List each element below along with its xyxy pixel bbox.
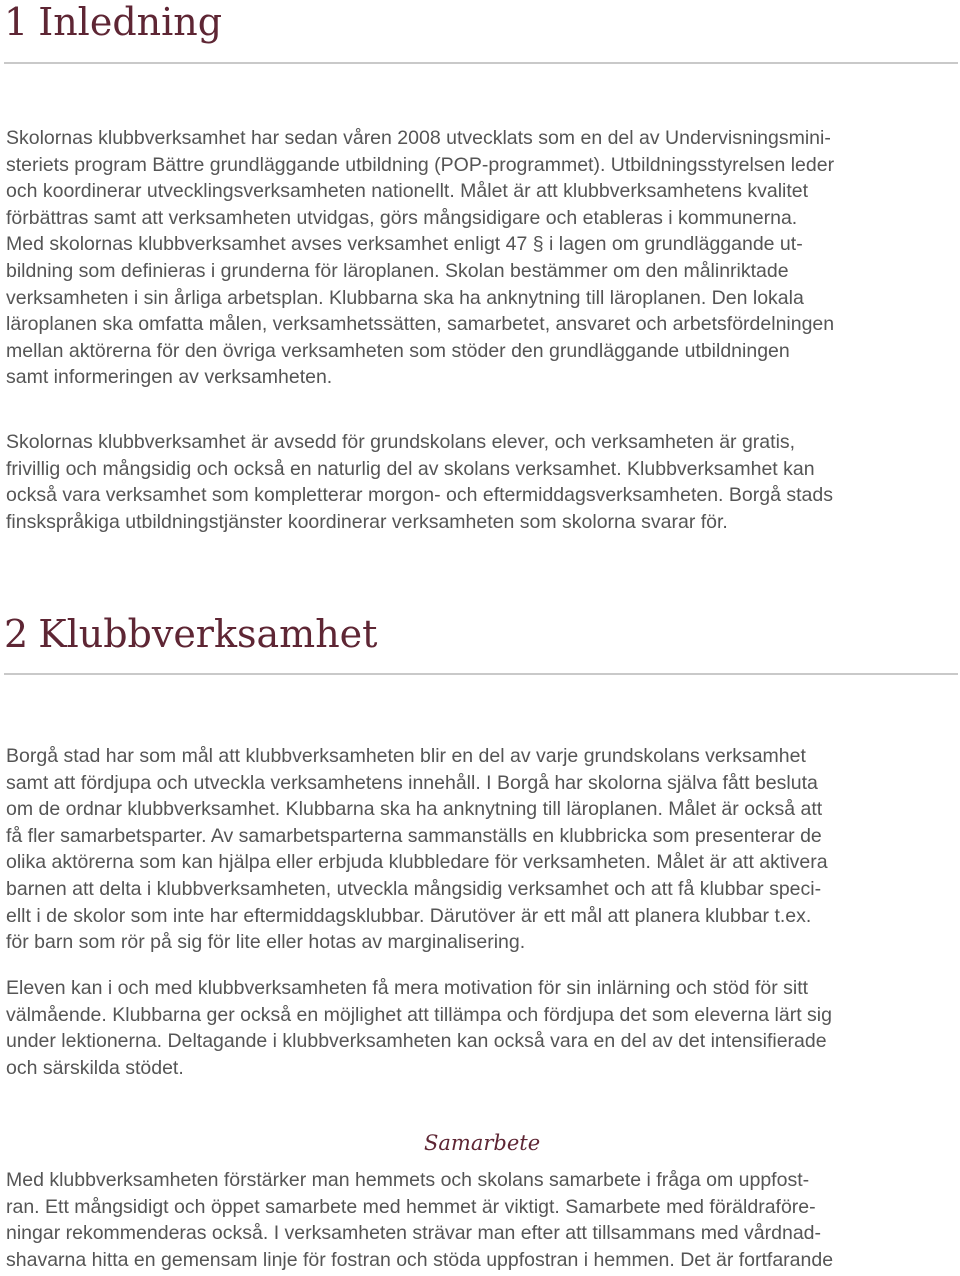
section-2-heading xyxy=(4,612,377,656)
section-2-paragraph-1 xyxy=(6,743,828,956)
text-line: ellt i de skolor som inte har eftermiddagsklubbar. Därutöver är ett mål att planera klubbar t.ex. xyxy=(6,904,812,927)
section-2-title: Klubbverksamhet xyxy=(38,612,378,656)
text-line: och särskilda stödet. xyxy=(6,1056,184,1079)
text-line: läroplanen ska omfatta målen, verksamhetssätten, samarbetet, ansvaret och arbetsfördelningen xyxy=(6,313,835,336)
section-1-title: Inledning xyxy=(38,0,223,44)
text-line: för barn som rör på sig för lite eller hotas av marginalisering. xyxy=(6,931,526,954)
text-line: Med klubbverksamheten förstärker man hemmets och skolans samarbete i fråga om uppfost- xyxy=(6,1169,810,1191)
text-line: barnen att delta i klubbverksamheten, utveckla mångsidig verksamhet och att få klubbar speci- xyxy=(6,877,822,900)
text-line: finskspråkiga utbildningstjänster koordinerar verksamheten som skolorna svarar för. xyxy=(6,510,728,533)
subsection-heading-samarbete: Samarbete xyxy=(424,1131,541,1155)
text-line: steriets program Bättre grundläggande utbildning (POP-programmet). Utbildningsstyrelsen leder xyxy=(6,153,835,176)
subsection-samarbete-paragraph xyxy=(6,1167,833,1273)
text-line: Eleven kan i och med klubbverksamheten få mera motivation för sin inlärning och stöd för sitt xyxy=(6,977,809,999)
text-line: samt informeringen av verksamheten. xyxy=(6,366,333,389)
section-1-number: 1 xyxy=(4,0,29,44)
text-line: frivillig och mångsidig och också en naturlig del av skolans verksamhet. Klubbverksamhet kan xyxy=(6,457,815,480)
text-line: bildning som definieras i grunderna för läroplanen. Skolan bestämmer om den målinriktade xyxy=(6,259,789,282)
text-line: ran. Ett mångsidigt och öppet samarbete med hemmet är viktigt. Samarbete med föräldraföre- xyxy=(6,1195,816,1218)
text-line: ningar rekommenderas också. I verksamheten strävar man efter att tillsammans med vårdnad- xyxy=(6,1222,822,1245)
section-2-paragraph-2 xyxy=(6,975,832,1081)
section-2-number: 2 xyxy=(4,612,29,656)
text-line: om de ordnar klubbverksamhet. Klubbarna ska ha anknytning till läroplanen. Målet är också att xyxy=(6,798,823,821)
text-line: förbättras samt att verksamheten utvidgas, görs mångsidigare och etableras i kommunerna. xyxy=(6,206,798,229)
text-line: Skolornas klubbverksamhet har sedan våren 2008 utvecklats som en del av Undervisningsmini- xyxy=(6,127,831,149)
text-line: Skolornas klubbverksamhet är avsedd för grundskolans elever, och verksamheten är gratis, xyxy=(6,431,796,453)
text-line: mellan aktörerna för den övriga verksamheten som stöder den grundläggande utbildningen xyxy=(6,339,790,362)
text-line: samt att fördjupa och utveckla verksamhetens innehåll. I Borgå har skolorna själva fått besluta xyxy=(6,771,818,794)
text-line: välmående. Klubbarna ger också en möjlighet att tillämpa och fördjupa det som eleverna lärt sig xyxy=(6,1003,832,1026)
section-1-heading xyxy=(4,0,222,44)
text-line: få fler samarbetsparter. Av samarbetsparterna sammanställs en klubbricka som presenterar de xyxy=(6,824,822,847)
text-line: shavarna hitta en gemensam linje för fostran och stöda uppfostran i hemmen. Det är fortfarande xyxy=(6,1248,834,1271)
text-line: också vara verksamhet som kompletterar morgon- och eftermiddagsverksamheten. Borgå stads xyxy=(6,484,833,507)
text-line: Med skolornas klubbverksamhet avses verksamhet enligt 47 § i lagen om grundläggande ut- xyxy=(6,233,803,256)
section-1-divider xyxy=(4,62,958,64)
section-1-paragraph-1 xyxy=(6,125,834,391)
text-line: och koordinerar utvecklingsverksamheten nationellt. Målet är att klubbverksamhetens kvalitet xyxy=(6,180,809,203)
section-1-paragraph-2 xyxy=(6,429,833,535)
text-line: under lektionerna. Deltagande i klubbverksamheten kan också vara en del av det intensifierade xyxy=(6,1030,827,1053)
text-line: Borgå stad har som mål att klubbverksamheten blir en del av varje grundskolans verksamhet xyxy=(6,745,806,767)
section-2-divider xyxy=(4,673,958,675)
text-line: verksamheten i sin årliga arbetsplan. Klubbarna ska ha anknytning till läroplanen. Den lokala xyxy=(6,286,804,309)
text-line: olika aktörerna som kan hjälpa eller erbjuda klubbledare för verksamheten. Målet är att aktivera xyxy=(6,851,828,874)
